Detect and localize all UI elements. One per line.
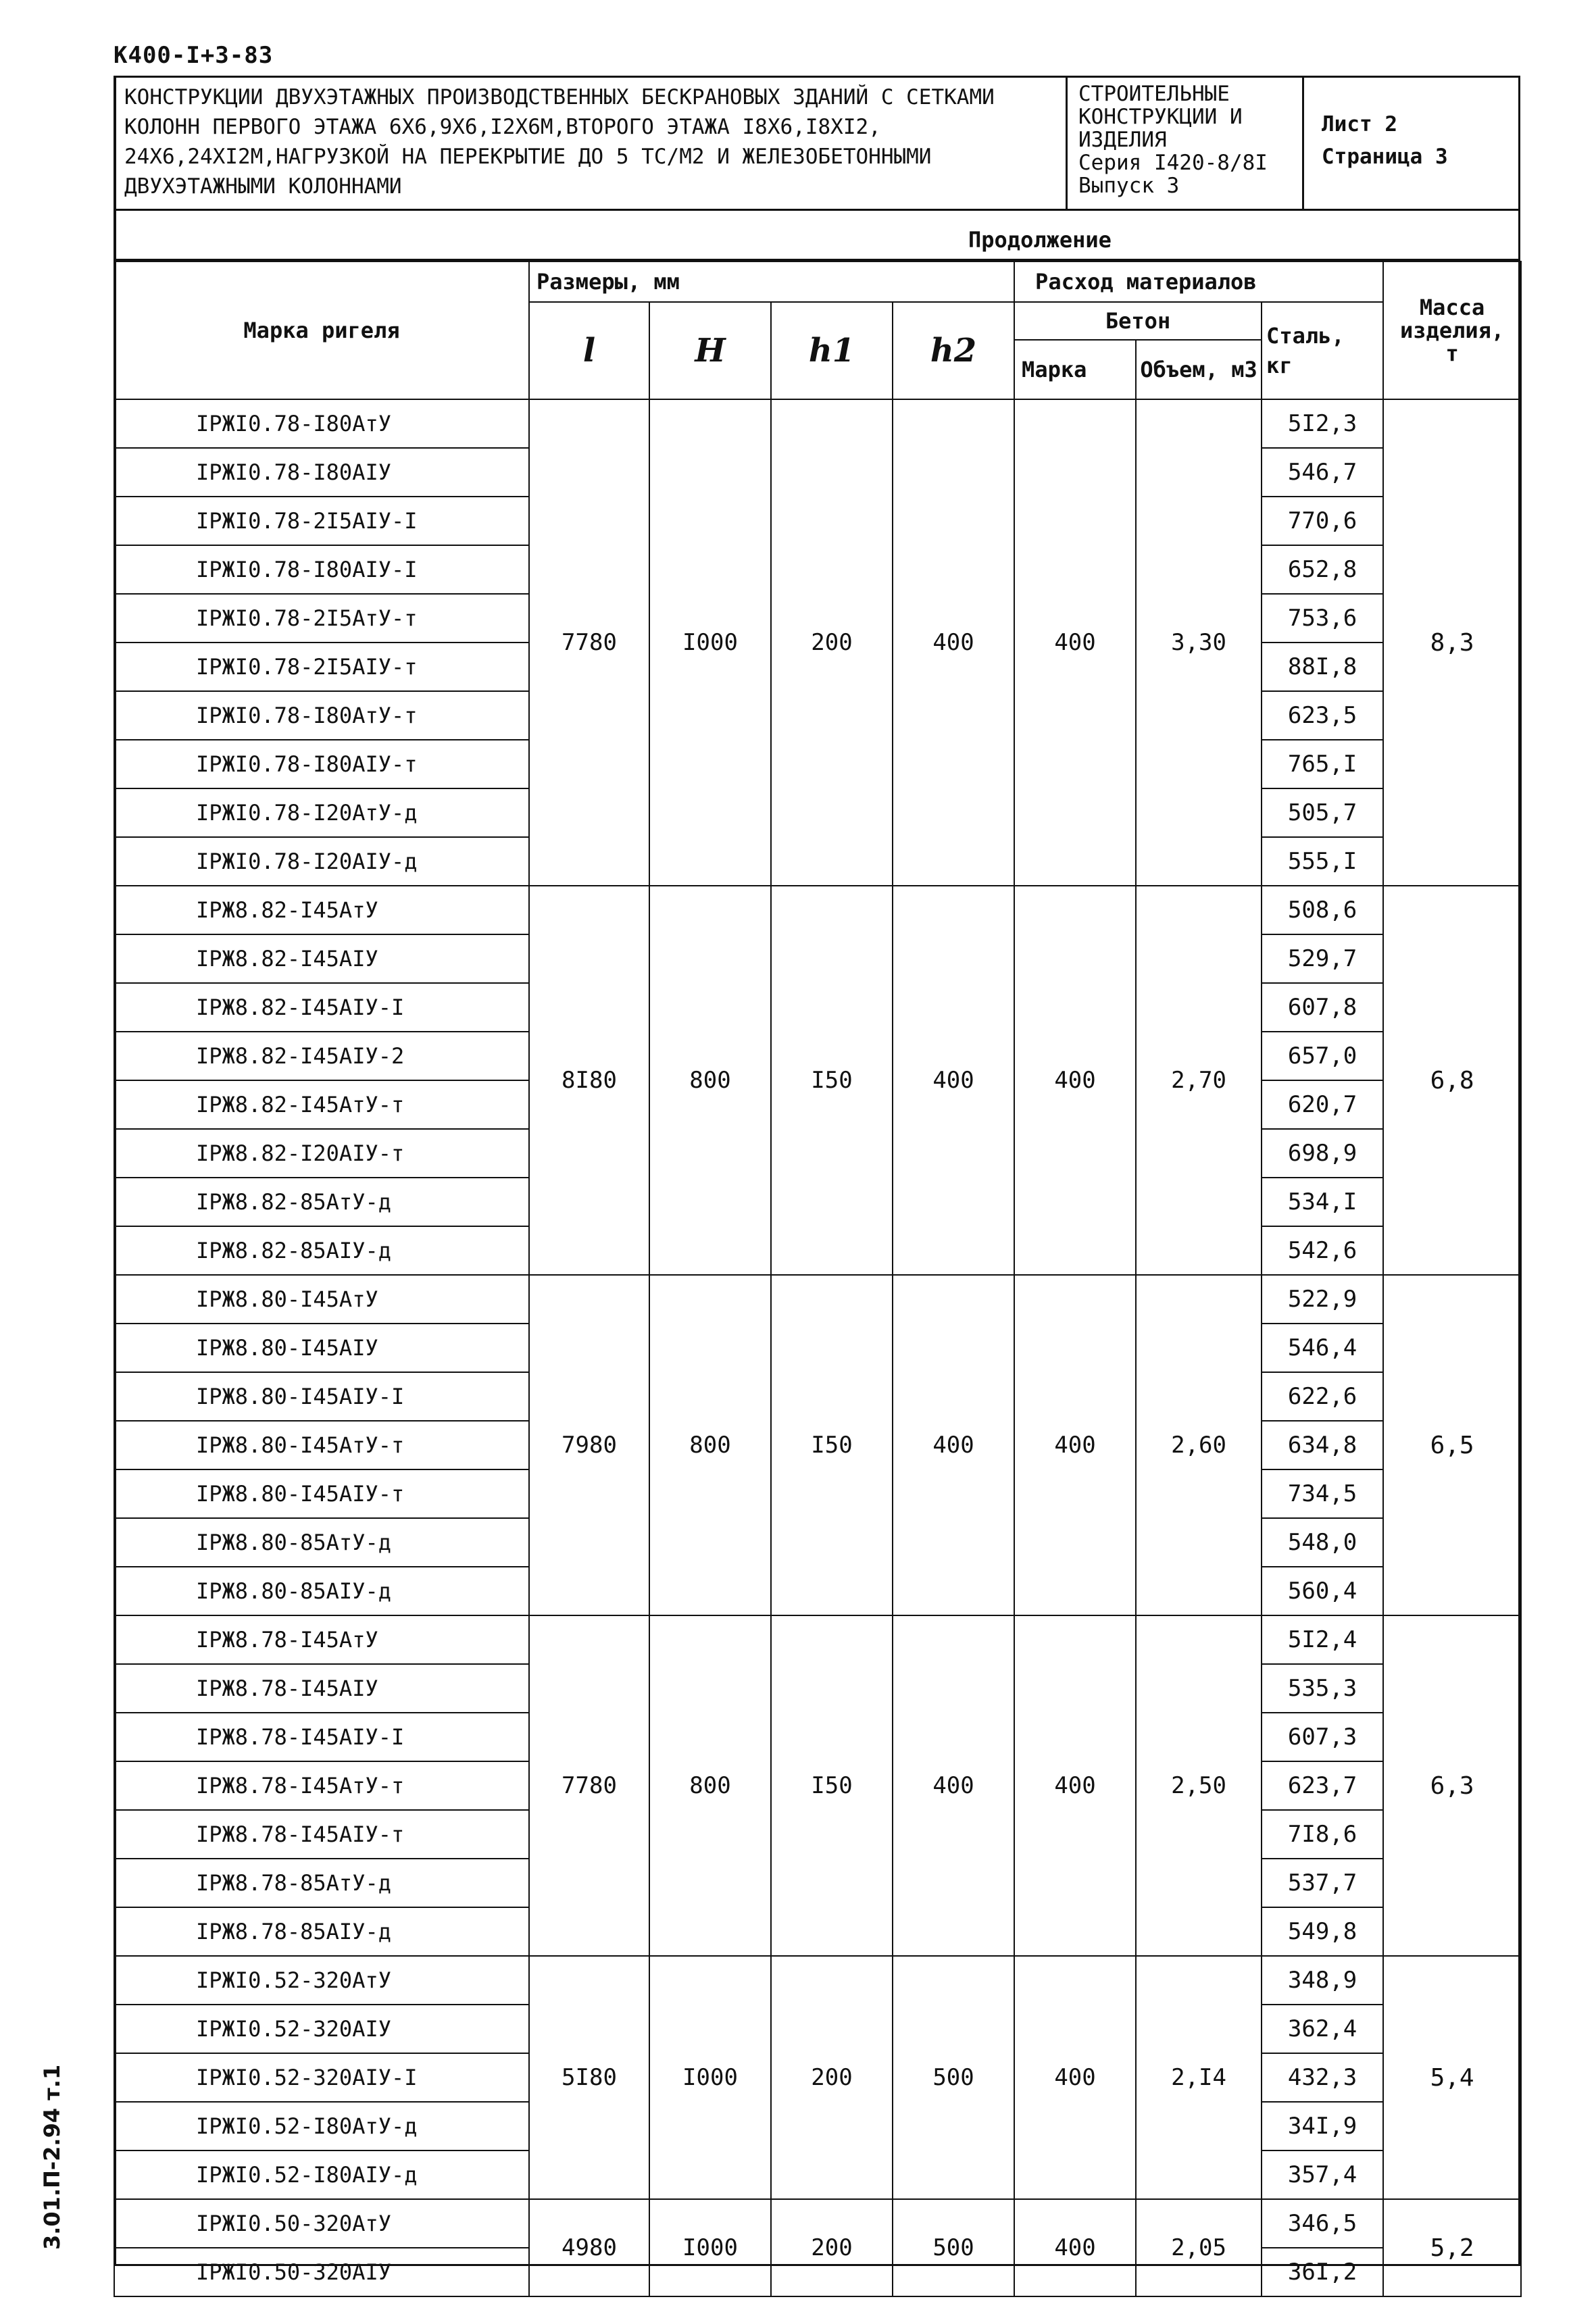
beam-table <box>114 261 1522 2297</box>
steel-value: 634,8 <box>1262 1421 1383 1469</box>
steel-value: 753,6 <box>1262 594 1383 643</box>
beam-mark: IPЖI0.52-320AтУ <box>114 1956 529 2005</box>
document-title: КОНСТРУКЦИИ ДВУХЭТАЖНЫХ ПРОИЗВОДСТВЕННЫХ БЕСКРАНОВЫХ ЗДАНИЙ С СЕТКАМИ КОЛОНН ПЕРВОГО ЭТАЖА 6Х6,9Х6,I2Х6М,ВТОРОГО ЭТАЖА I8Х6,I8ХI2, 24Х6,24ХI2М,НАГРУЗКОЙ НА ПЕРЕКРЫТИЕ ДО 5 ТС/М2 И ЖЕЛЕЗОБЕТОННЫМИ ДВУХЭТАЖНЫМИ КОЛОННАМИ <box>114 76 1068 211</box>
header-mark: Марка ригеля <box>114 261 529 399</box>
steel-value: 546,7 <box>1262 448 1383 497</box>
table-row <box>114 399 1521 448</box>
table-row <box>114 886 1521 934</box>
beam-mark: IPЖI0.78-I20AтУ-д <box>114 788 529 837</box>
steel-value: 7I8,6 <box>1262 1810 1383 1859</box>
beam-mark: IPЖI0.52-320AIУ <box>114 2005 529 2053</box>
steel-value: 348,9 <box>1262 1956 1383 2005</box>
beam-mark: IPЖ8.82-I45AтУ <box>114 886 529 934</box>
table-row <box>114 1275 1521 1324</box>
steel-value: 607,3 <box>1262 1713 1383 1761</box>
table-row <box>114 1956 1521 2005</box>
continuation-row <box>114 211 1520 261</box>
steel-value: 522,9 <box>1262 1275 1383 1324</box>
mass-value: 6,8 <box>1383 886 1521 1275</box>
steel-value: 537,7 <box>1262 1859 1383 1907</box>
concrete-grade: 400 <box>1014 1615 1136 1956</box>
steel-value: 734,5 <box>1262 1469 1383 1518</box>
h1-value: I50 <box>771 1275 893 1615</box>
steel-value: 508,6 <box>1262 886 1383 934</box>
length-value: 5I80 <box>529 1956 649 2199</box>
beam-mark: IPЖ8.78-I45AIУ-I <box>114 1713 529 1761</box>
beam-mark: IPЖI0.78-I80AтУ <box>114 399 529 448</box>
steel-value: 34I,9 <box>1262 2102 1383 2150</box>
series-line: Серия I420-8/8I <box>1078 151 1268 175</box>
concrete-grade: 400 <box>1014 886 1136 1275</box>
beam-mark: IPЖI0.52-320AIУ-I <box>114 2053 529 2102</box>
h2-value: 500 <box>893 2199 1014 2296</box>
series-line: СТРОИТЕЛЬНЫЕ <box>1078 82 1230 106</box>
header-h2: h2 <box>893 302 1014 399</box>
steel-value: 5I2,3 <box>1262 399 1383 448</box>
side-document-code: 3.01.П-2.94 т.1 <box>39 2064 65 2250</box>
mass-value: 6,5 <box>1383 1275 1521 1615</box>
beam-mark: IPЖI0.78-I20AIУ-д <box>114 837 529 886</box>
beam-mark: IPЖ8.80-I45AIУ-I <box>114 1372 529 1421</box>
concrete-volume: 2,50 <box>1136 1615 1262 1956</box>
table-row <box>114 1615 1521 1664</box>
series-info <box>1068 76 1304 211</box>
concrete-volume: 2,05 <box>1136 2199 1262 2296</box>
steel-value: 432,3 <box>1262 2053 1383 2102</box>
beam-mark: IPЖ8.78-I45AтУ <box>114 1615 529 1664</box>
length-value: 4980 <box>529 2199 649 2296</box>
steel-value: 623,7 <box>1262 1761 1383 1810</box>
beam-mark: IPЖI0.78-I80AIУ-т <box>114 740 529 788</box>
h1-value: I50 <box>771 1615 893 1956</box>
steel-value: 555,I <box>1262 837 1383 886</box>
concrete-grade: 400 <box>1014 2199 1136 2296</box>
height-value: 800 <box>649 886 771 1275</box>
beam-mark: IPЖI0.78-I80AIУ-I <box>114 545 529 594</box>
series-line: Выпуск 3 <box>1078 174 1180 198</box>
h2-value: 400 <box>893 1615 1014 1956</box>
header-sizes: Размеры, мм <box>529 261 1014 302</box>
steel-value: 88I,8 <box>1262 643 1383 691</box>
beam-mark: IPЖI0.78-I80AIУ <box>114 448 529 497</box>
steel-value: 623,5 <box>1262 691 1383 740</box>
steel-value: 5I2,4 <box>1262 1615 1383 1664</box>
steel-value: 548,0 <box>1262 1518 1383 1567</box>
beam-mark: IPЖ8.82-I45AIУ-I <box>114 983 529 1032</box>
length-value: 8I80 <box>529 886 649 1275</box>
beam-mark: IPЖ8.78-I45AIУ <box>114 1664 529 1713</box>
header-grade: Марка <box>1014 340 1136 399</box>
beam-mark: IPЖI0.78-I80AтУ-т <box>114 691 529 740</box>
steel-value: 622,6 <box>1262 1372 1383 1421</box>
beam-mark: IPЖ8.80-I45AIУ <box>114 1324 529 1372</box>
concrete-grade: 400 <box>1014 1275 1136 1615</box>
steel-value: 505,7 <box>1262 788 1383 837</box>
table-row <box>114 2199 1521 2248</box>
concrete-volume: 3,30 <box>1136 399 1262 886</box>
steel-value: 534,I <box>1262 1178 1383 1226</box>
beam-mark: IPЖI0.50-320AIУ <box>114 2248 529 2296</box>
steel-value: 549,8 <box>1262 1907 1383 1956</box>
beam-mark: IPЖI0.78-2I5AтУ-т <box>114 594 529 643</box>
steel-value: 362,4 <box>1262 2005 1383 2053</box>
beam-mark: IPЖI0.52-I80AIУ-д <box>114 2150 529 2199</box>
steel-value: 560,4 <box>1262 1567 1383 1615</box>
mass-value: 5,4 <box>1383 1956 1521 2199</box>
h1-value: 200 <box>771 1956 893 2199</box>
steel-value: 36I,2 <box>1262 2248 1383 2296</box>
beam-mark: IPЖI0.52-I80AтУ-д <box>114 2102 529 2150</box>
document-code: К400-I+3-83 <box>114 42 274 69</box>
steel-value: 620,7 <box>1262 1080 1383 1129</box>
concrete-volume: 2,70 <box>1136 886 1262 1275</box>
concrete-volume: 2,60 <box>1136 1275 1262 1615</box>
page-number: Страница 3 <box>1322 145 1448 169</box>
length-value: 7980 <box>529 1275 649 1615</box>
steel-value: 652,8 <box>1262 545 1383 594</box>
h1-value: 200 <box>771 2199 893 2296</box>
height-value: 800 <box>649 1615 771 1956</box>
concrete-grade: 400 <box>1014 1956 1136 2199</box>
steel-value: 765,I <box>1262 740 1383 788</box>
mass-value: 5,2 <box>1383 2199 1521 2296</box>
mass-value: 8,3 <box>1383 399 1521 886</box>
steel-value: 357,4 <box>1262 2150 1383 2199</box>
beam-mark: IPЖ8.80-85AтУ-д <box>114 1518 529 1567</box>
header-mass: Масса изделия, т <box>1383 261 1521 399</box>
h2-value: 400 <box>893 399 1014 886</box>
header-h1: h1 <box>771 302 893 399</box>
header-l: l <box>529 302 649 399</box>
beam-mark: IPЖ8.80-I45AтУ-т <box>114 1421 529 1469</box>
h2-value: 500 <box>893 1956 1014 2199</box>
beam-mark: IPЖ8.78-85AтУ-д <box>114 1859 529 1907</box>
series-line: КОНСТРУКЦИИ И <box>1078 105 1243 129</box>
height-value: I000 <box>649 2199 771 2296</box>
beam-mark: IPЖ8.82-I20AIУ-т <box>114 1129 529 1178</box>
height-value: 800 <box>649 1275 771 1615</box>
beam-mark: IPЖ8.82-I45AIУ <box>114 934 529 983</box>
beam-mark: IPЖI0.78-2I5AIУ-т <box>114 643 529 691</box>
length-value: 7780 <box>529 1615 649 1956</box>
steel-value: 607,8 <box>1262 983 1383 1032</box>
h1-value: 200 <box>771 399 893 886</box>
concrete-grade: 400 <box>1014 399 1136 886</box>
beam-mark: IPЖ8.80-85AIУ-д <box>114 1567 529 1615</box>
beam-mark: IPЖ8.82-I45AIУ-2 <box>114 1032 529 1080</box>
sheet-number: Лист 2 <box>1322 112 1397 136</box>
beam-mark: IPЖ8.78-I45AIУ-т <box>114 1810 529 1859</box>
beam-mark: IPЖ8.78-85AIУ-д <box>114 1907 529 1956</box>
beam-mark: IPЖ8.82-85AIУ-д <box>114 1226 529 1275</box>
h1-value: I50 <box>771 886 893 1275</box>
steel-value: 770,6 <box>1262 497 1383 545</box>
concrete-volume: 2,I4 <box>1136 1956 1262 2199</box>
header-H: H <box>649 302 771 399</box>
steel-value: 535,3 <box>1262 1664 1383 1713</box>
header-steel: Сталь, кг <box>1262 302 1383 399</box>
steel-value: 542,6 <box>1262 1226 1383 1275</box>
header-concrete: Бетон <box>1014 302 1262 340</box>
series-line: ИЗДЕЛИЯ <box>1078 128 1167 152</box>
steel-value: 346,5 <box>1262 2199 1383 2248</box>
h2-value: 400 <box>893 1275 1014 1615</box>
beam-mark: IPЖ8.80-I45AтУ <box>114 1275 529 1324</box>
beam-mark: IPЖ8.82-I45AтУ-т <box>114 1080 529 1129</box>
beam-mark: IPЖ8.82-85AтУ-д <box>114 1178 529 1226</box>
mass-value: 6,3 <box>1383 1615 1521 1956</box>
beam-mark: IPЖI0.78-2I5AIУ-I <box>114 497 529 545</box>
beam-mark: IPЖI0.50-320AтУ <box>114 2199 529 2248</box>
table-body <box>114 399 1521 2296</box>
steel-value: 698,9 <box>1262 1129 1383 1178</box>
h2-value: 400 <box>893 886 1014 1275</box>
continuation-label: Продолжение <box>968 227 1112 253</box>
header-materials: Расход материалов <box>1014 261 1383 302</box>
steel-value: 546,4 <box>1262 1324 1383 1372</box>
beam-mark: IPЖ8.80-I45AIУ-т <box>114 1469 529 1518</box>
steel-value: 657,0 <box>1262 1032 1383 1080</box>
length-value: 7780 <box>529 399 649 886</box>
steel-value: 529,7 <box>1262 934 1383 983</box>
title-block <box>114 76 1520 211</box>
height-value: I000 <box>649 399 771 886</box>
beam-mark: IPЖ8.78-I45AтУ-т <box>114 1761 529 1810</box>
height-value: I000 <box>649 1956 771 2199</box>
sheet-info <box>1304 76 1520 211</box>
header-volume: Объем, м3 <box>1136 340 1262 399</box>
